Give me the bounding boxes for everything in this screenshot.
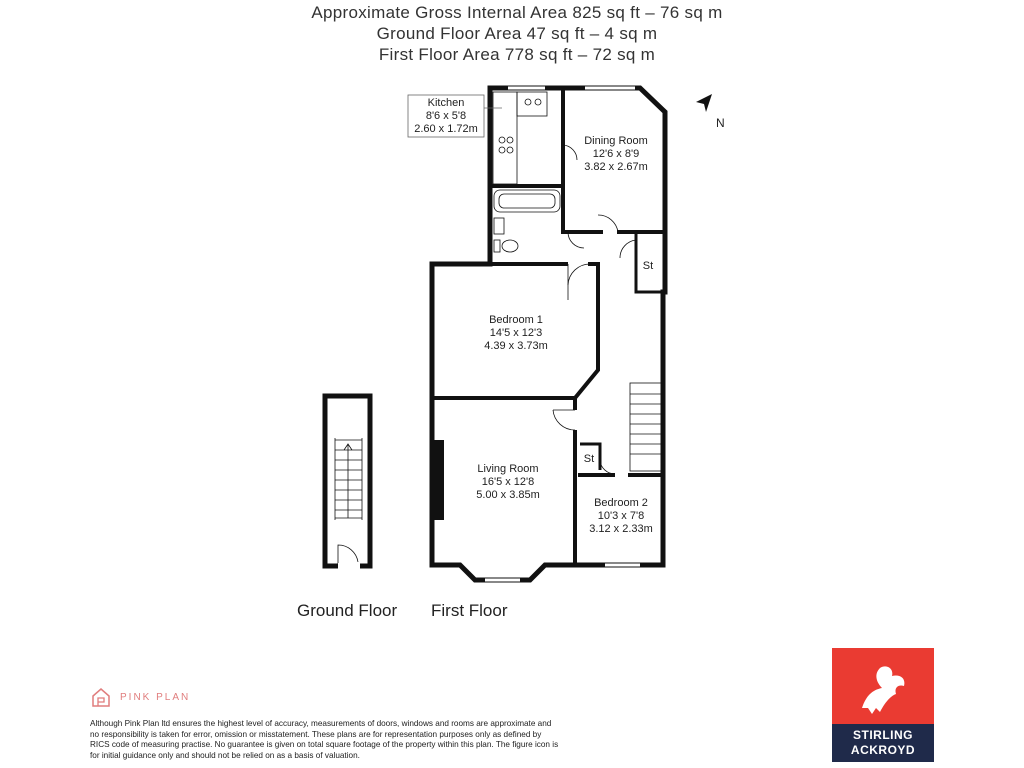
kitchen-imperial: 8'6 x 5'8	[425, 110, 467, 122]
pink-plan-name: PINK PLAN	[120, 691, 191, 703]
living-metric: 5.00 x 3.85m	[476, 489, 540, 501]
bedroom2-name: Bedroom 2	[594, 497, 648, 509]
ground-floor-door	[338, 545, 358, 566]
room-label-living-room	[460, 463, 556, 502]
ground-floor-stairs	[335, 438, 362, 520]
door-swings	[553, 145, 636, 474]
first-floor-stairs	[630, 383, 662, 471]
bedroom2-imperial: 10'3 x 7'8	[597, 510, 645, 522]
stirling-ackroyd-logo	[832, 648, 934, 762]
pink-plan-logo	[90, 686, 190, 708]
room-label-store-2: St	[583, 453, 595, 465]
brand-name-line2: ACKROYD	[850, 743, 916, 757]
bedroom1-name: Bedroom 1	[489, 314, 543, 326]
dining-metric: 3.82 x 2.67m	[584, 161, 648, 173]
room-label-dining-room	[572, 135, 660, 174]
griffin-icon	[832, 648, 934, 724]
bedroom2-metric: 3.12 x 2.33m	[589, 523, 653, 535]
room-label-store-1: St	[642, 260, 654, 272]
north-arrow-icon	[692, 90, 732, 130]
gross-area-line: Approximate Gross Internal Area 825 sq ft – 76 sq m	[311, 3, 723, 22]
brand-name-line1: STIRLING	[853, 728, 913, 742]
bedroom1-metric: 4.39 x 3.73m	[484, 340, 548, 352]
ground-floor-plan	[325, 396, 370, 566]
dining-name: Dining Room	[584, 135, 648, 147]
north-label: N	[716, 116, 725, 130]
living-imperial: 16'5 x 12'8	[481, 476, 535, 488]
north-compass	[692, 90, 732, 130]
kitchen-metric: 2.60 x 1.72m	[414, 123, 478, 135]
ground-floor-walls	[325, 396, 370, 566]
disclaimer-text: Although Pink Plan ltd ensures the highest level of accuracy, measurements of doors, windows and rooms are approximate and no responsibility is taken for error, omission or misstatement. These plans are for representation purposes only as defined by RICS code of measuring practise. No guarantee is given on total square footage of the property within this plan. The figure icon is for initial guidance only and should not be relied on as a basis of valuation.	[90, 719, 559, 760]
kitchen-name: Kitchen	[427, 97, 465, 109]
room-label-kitchen	[408, 97, 484, 136]
chimney-breast	[432, 440, 444, 520]
kitchen-fittings	[493, 92, 547, 184]
ground-floor-area-line: Ground Floor Area 47 sq ft – 4 sq m	[376, 24, 658, 43]
bedroom1-imperial: 14'5 x 12'3	[489, 327, 543, 339]
house-icon	[90, 686, 112, 708]
first-floor-area-line: First Floor Area 778 sq ft – 72 sq m	[378, 45, 656, 64]
room-label-bedroom-2	[578, 497, 664, 536]
dining-imperial: 12'6 x 8'9	[592, 148, 640, 160]
bathroom-fittings	[494, 190, 560, 252]
first-floor-label: First Floor	[431, 601, 508, 620]
living-name: Living Room	[477, 463, 539, 475]
room-label-bedroom-1	[468, 314, 564, 353]
ground-floor-label: Ground Floor	[297, 601, 398, 620]
